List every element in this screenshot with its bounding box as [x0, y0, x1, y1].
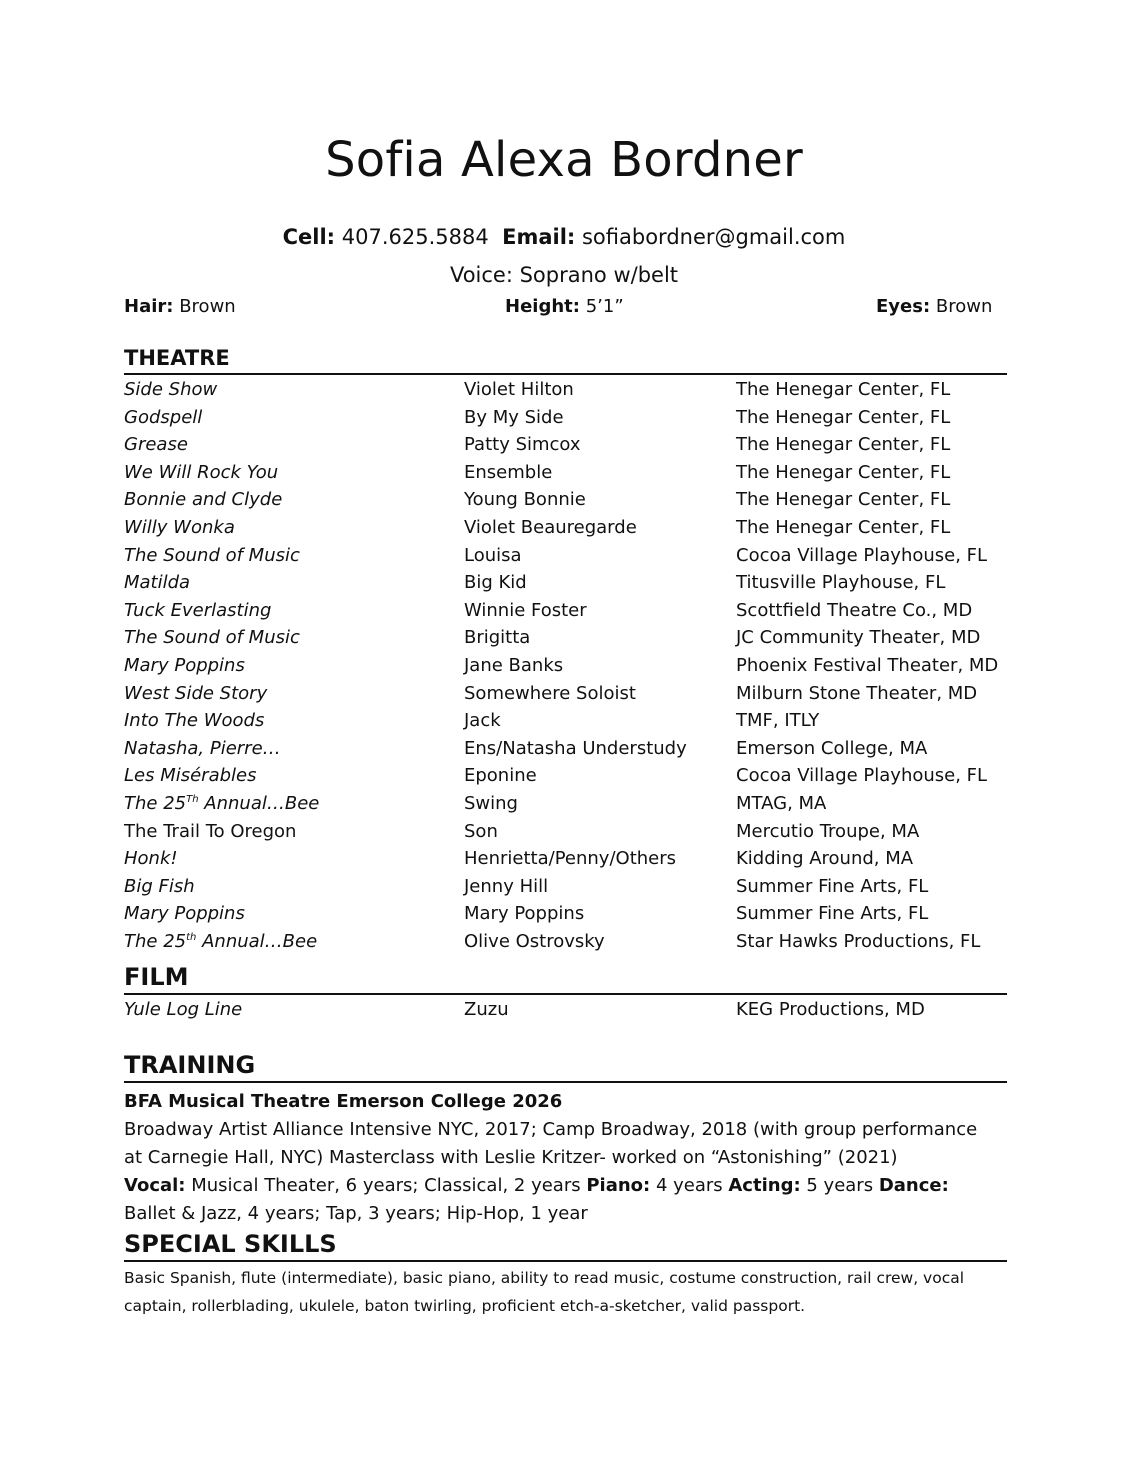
voice-type: Voice: Soprano w/belt — [449, 263, 679, 287]
venue: MTAG, MA — [736, 793, 827, 814]
ordinal-suffix: th — [186, 932, 197, 943]
skill-years — [124, 1172, 994, 1228]
hair-label: Hair: — [124, 296, 174, 317]
role: Zuzu — [464, 999, 509, 1020]
show-title — [124, 793, 319, 814]
height-value: 5’1” — [585, 296, 624, 317]
special-skills-text: Basic Spanish, flute (intermediate), basic piano, ability to read music, costume construction, rail crew, vocal captain, rollerblading, ukulele, baton twirling, proficient etch-a-sketcher, valid passport. — [124, 1269, 965, 1315]
venue: Cocoa Village Playhouse, FL — [736, 765, 988, 787]
show-title: Les Misérables — [124, 765, 257, 787]
role: Young Bonnie — [464, 489, 586, 511]
venue: JC Community Theater, MD — [736, 627, 981, 649]
credit-row — [0, 738, 1128, 765]
credit-row — [0, 545, 1128, 572]
email-address: sofiabordner@gmail.com — [581, 225, 846, 249]
vocal-years: Musical Theater, 6 years; Classical, 2 years — [185, 1175, 587, 1196]
credit-row — [0, 931, 1128, 958]
credit-row — [0, 600, 1128, 627]
venue: Mercutio Troupe, MA — [736, 820, 920, 842]
show-title: The Sound of Music — [124, 627, 300, 649]
venue: Emerson College, MA — [736, 737, 928, 759]
credit-row — [0, 572, 1128, 599]
email-label: Email: — [502, 225, 576, 249]
training-line-1: Broadway Artist Alliance Intensive NYC, 2017; Camp Broadway, 2018 (with group performance — [124, 1119, 978, 1140]
venue: KEG Productions, MD — [736, 999, 925, 1020]
special-skills-heading: SPECIAL SKILLS — [124, 1232, 1007, 1262]
credit-row — [0, 903, 1128, 930]
role: Eponine — [464, 765, 537, 787]
credit-row — [0, 379, 1128, 406]
credit-row — [0, 876, 1128, 903]
credit-row — [0, 407, 1128, 434]
acting-label: Acting: — [728, 1175, 801, 1196]
contact-line — [0, 225, 1128, 249]
acting-years: 5 years — [800, 1175, 879, 1196]
credit-row — [0, 434, 1128, 461]
show-title: Grease — [124, 434, 188, 456]
show-title: Bonnie and Clyde — [124, 489, 283, 511]
venue: The Henegar Center, FL — [736, 379, 951, 400]
role: Mary Poppins — [464, 903, 585, 925]
venue: TMF, ITLY — [736, 710, 820, 732]
credit-row — [0, 462, 1128, 489]
ordinal-suffix: Th — [186, 794, 199, 805]
show-title: Mary Poppins — [124, 655, 245, 676]
show-title: The Sound of Music — [124, 544, 300, 566]
venue: The Henegar Center, FL — [736, 434, 951, 456]
role: Jenny Hill — [464, 875, 549, 897]
training-heading: TRAINING — [124, 1053, 1007, 1083]
show-title-part: Annual…Bee — [196, 931, 318, 952]
role: Jane Banks — [464, 655, 564, 676]
venue: The Henegar Center, FL — [736, 406, 951, 428]
training-line-2: at Carnegie Hall, NYC) Masterclass with Leslie Kritzer- worked on “Astonishing” (2021) — [124, 1147, 898, 1168]
credit-row — [0, 765, 1128, 792]
film-heading: FILM — [124, 965, 1007, 995]
role: By My Side — [464, 406, 564, 428]
show-title — [124, 931, 317, 952]
role: Henrietta/Penny/Others — [464, 848, 677, 870]
show-title: Mary Poppins — [124, 903, 245, 925]
show-title-part: Annual…Bee — [198, 793, 320, 814]
role: Swing — [464, 793, 518, 814]
show-title: Matilda — [124, 572, 191, 594]
role: Patty Simcox — [464, 434, 581, 456]
credit-row — [0, 683, 1128, 710]
vocal-label: Vocal: — [124, 1175, 186, 1196]
venue: Milburn Stone Theater, MD — [736, 682, 978, 704]
degree: BFA Musical Theatre Emerson College 2026 — [124, 1091, 563, 1112]
credit-row — [0, 999, 1128, 1026]
show-title: Yule Log Line — [124, 999, 243, 1020]
role: Violet Beauregarde — [464, 517, 637, 538]
role: Big Kid — [464, 572, 527, 594]
role: Brigitta — [464, 627, 531, 649]
role: Louisa — [464, 544, 522, 566]
credit-row — [0, 821, 1128, 848]
dance-years: Ballet & Jazz, 4 years; Tap, 3 years; Hip-Hop, 1 year — [124, 1203, 588, 1224]
venue: Star Hawks Productions, FL — [736, 931, 981, 952]
show-title: West Side Story — [124, 682, 268, 704]
credit-row — [0, 489, 1128, 516]
venue: Phoenix Festival Theater, MD — [736, 655, 999, 676]
training-body — [124, 1088, 1024, 1228]
show-title: Side Show — [124, 379, 218, 400]
hair-value: Brown — [179, 296, 236, 317]
show-title: Natasha, Pierre… — [124, 737, 281, 759]
performer-name: Sofia Alexa Bordner — [325, 132, 803, 188]
venue: Summer Fine Arts, FL — [736, 875, 929, 897]
show-title: Honk! — [124, 848, 178, 870]
theatre-heading: THEATRE — [124, 348, 1007, 375]
piano-years: 4 years — [650, 1175, 729, 1196]
credit-row — [0, 517, 1128, 544]
role: Winnie Foster — [464, 599, 587, 621]
role: Ens/Natasha Understudy — [464, 737, 687, 759]
eyes-label: Eyes: — [876, 296, 931, 317]
venue: The Henegar Center, FL — [736, 517, 951, 538]
show-title: Into The Woods — [124, 710, 265, 732]
role: Jack — [464, 710, 501, 732]
dance-label: Dance: — [878, 1175, 949, 1196]
credit-row — [0, 793, 1128, 820]
role: Olive Ostrovsky — [464, 931, 605, 952]
eyes-value: Brown — [935, 296, 993, 317]
credit-row — [0, 627, 1128, 654]
show-title: Godspell — [124, 406, 203, 428]
venue: Scottfield Theatre Co., MD — [736, 599, 973, 621]
show-title: Willy Wonka — [124, 517, 235, 538]
venue: Titusville Playhouse, FL — [736, 572, 946, 594]
cell-number: 407.625.5884 — [341, 225, 489, 249]
show-title: Tuck Everlasting — [124, 599, 272, 621]
hair-attribute — [124, 296, 236, 317]
role: Somewhere Soloist — [464, 682, 636, 704]
role: Ensemble — [464, 461, 553, 483]
venue: Summer Fine Arts, FL — [736, 903, 929, 925]
eyes-attribute — [876, 296, 992, 317]
show-title: We Will Rock You — [124, 461, 279, 483]
venue: Kidding Around, MA — [736, 848, 914, 870]
credit-row — [0, 848, 1128, 875]
cell-label: Cell: — [282, 225, 336, 249]
height-attribute — [505, 296, 624, 317]
show-title-part: The 25 — [124, 793, 187, 814]
show-title: Big Fish — [124, 875, 195, 897]
venue: The Henegar Center, FL — [736, 461, 951, 483]
height-label: Height: — [505, 296, 580, 317]
venue: Cocoa Village Playhouse, FL — [736, 544, 988, 566]
show-title-part: The 25 — [124, 931, 187, 952]
role: Son — [464, 820, 498, 842]
venue: The Henegar Center, FL — [736, 489, 951, 511]
credit-row — [0, 710, 1128, 737]
piano-label: Piano: — [586, 1175, 651, 1196]
role: Violet Hilton — [464, 379, 574, 400]
credit-row — [0, 655, 1128, 682]
show-title: The Trail To Oregon — [124, 820, 297, 842]
